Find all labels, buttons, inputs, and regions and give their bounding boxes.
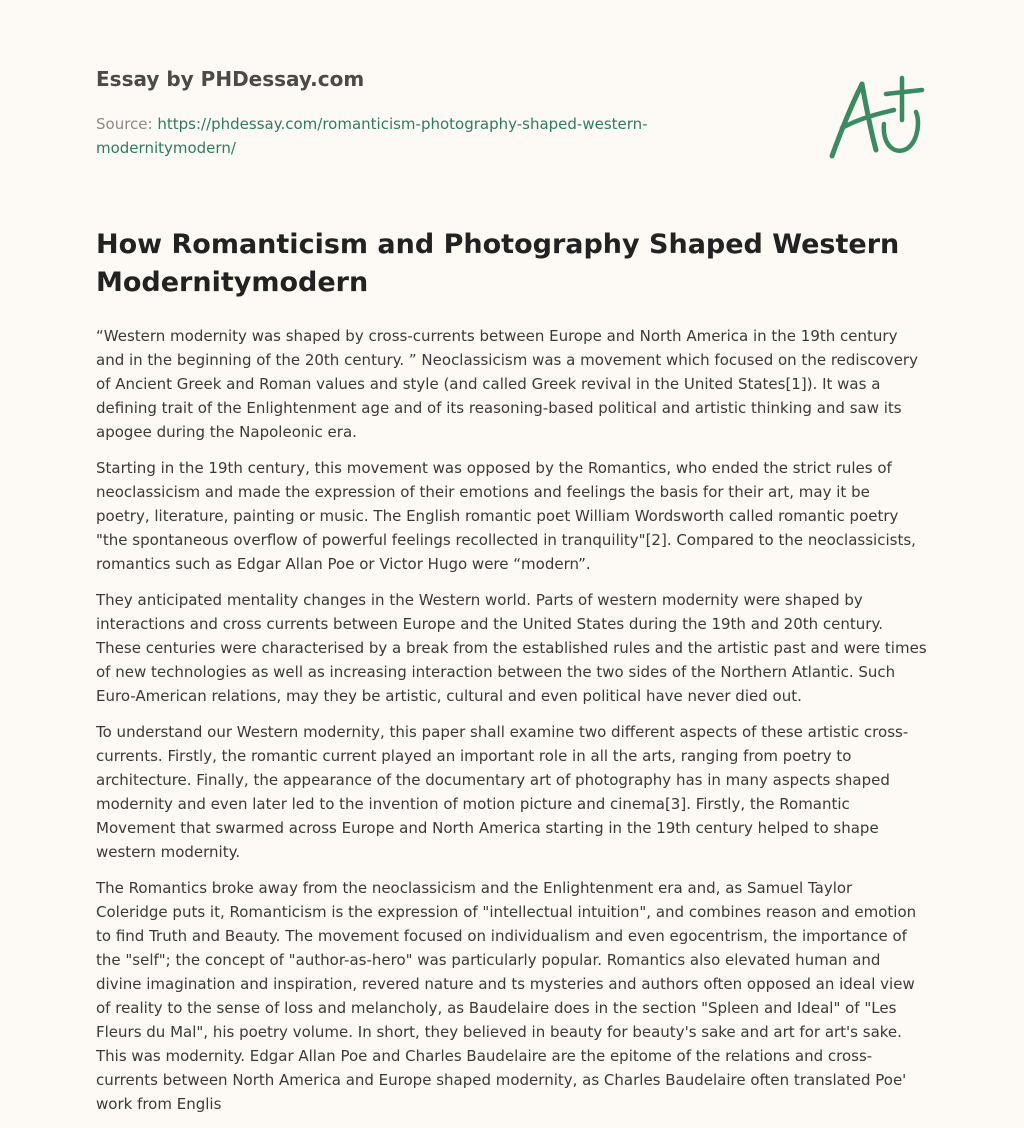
source-link[interactable]: https://phdessay.com/romanticism-photography-shaped-western-modernitymodern/ <box>96 115 648 157</box>
site-header <box>96 66 928 166</box>
essay-paragraph: To understand our Western modernity, this paper shall examine two different aspects of these artistic cross-currents. Firstly, the romantic current played an important role in all the arts, ranging from poetry to architecture. Finally, the appearance of the documentary art of photography has in many aspects shaped modernity and even later led to the invention of motion picture and cinema[3]. Firstly, the Romantic Movement that swarmed across Europe and North America starting in the 19th century helped to shape western modernity. <box>96 723 909 861</box>
a-plus-grade-icon <box>824 70 928 166</box>
essay-paragraph: The Romantics broke away from the neoclassicism and the Enlightenment era and, as Samuel Taylor Coleridge puts it, Romanticism is the expression of "intellectual intuition", and combines reason and emotion to find Truth and Beauty. The movement focused on individualism and even egocentrism, the importance of the "self"; the concept of "author-as-hero" was particularly popular. Romantics also elevated human and divine imagination and inspiration, revered nature and ts mysteries and authors often opposed an ideal view of reality to the sense of loss and melancholy, as Baudelaire does in the section "Spleen and Ideal" of "Les Fleurs du Mal", his poetry volume. In short, they believed in beauty for beauty's sake and art for art's sake. This was modernity. Edgar Allan Poe and Charles Baudelaire are the epitome of the relations and cross-currents between North America and Europe shaped modernity, as Charles Baudelaire often translated Poe' work from Englis <box>96 879 917 1113</box>
essay-paragraph: “Western modernity was shaped by cross-currents between Europe and North America in the 19th century and in the beginning of the 20th century. ” Neoclassicism was a movement which focused on the rediscovery of Ancient Greek and Roman values and style (and called Greek revival in the United States[1]). It was a defining trait of the Enlightenment age and of its reasoning-based political and artistic thinking and saw its apogee during the Napoleonic era. <box>96 327 918 441</box>
essay-paragraph: Starting in the 19th century, this movement was opposed by the Romantics, who ended the strict rules of neoclassicism and made the expression of their emotions and feelings the basis for their art, may it be poetry, literature, painting or music. The English romantic poet William Wordsworth called romantic poetry "the spontaneous overflow of powerful feelings recollected in tranquility"[2]. Compared to the neoclassicists, romantics such as Edgar Allan Poe or Victor Hugo were “modern”. <box>96 459 916 573</box>
essay-title: How Romanticism and Photography Shaped Western Modernitymodern <box>96 229 900 298</box>
source-label: Source: <box>96 115 153 133</box>
source-line <box>96 112 656 160</box>
site-name: Essay by PHDessay.com <box>96 67 365 91</box>
essay-paragraph: They anticipated mentality changes in the Western world. Parts of western modernity were shaped by interactions and cross currents between Europe and the United States during the 19th and 20th century. These centuries were characterised by a break from the established rules and the artistic past and were times of new technologies as well as increasing interaction between the two sides of the Northern Atlantic. Such Euro-American relations, may they be artistic, cultural and even political have never died out. <box>96 591 927 705</box>
essay-content <box>96 324 928 1128</box>
essay-page <box>96 0 928 1113</box>
